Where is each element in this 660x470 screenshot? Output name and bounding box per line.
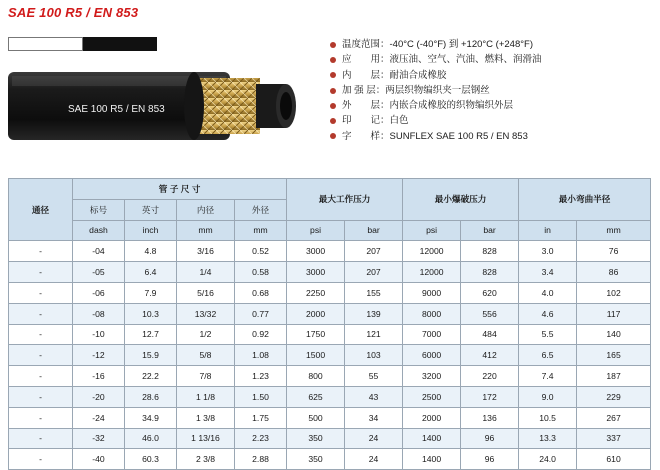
- cell-dash: -12: [73, 345, 125, 366]
- cell-burst-psi: 7000: [403, 324, 461, 345]
- cell-burst-bar: 96: [461, 428, 519, 449]
- cell-burst-psi: 2000: [403, 407, 461, 428]
- spec-value: -40°C (-40°F) 到 +120°C (+248°F): [389, 39, 534, 50]
- cell-inch: 12.7: [125, 324, 177, 345]
- cell-bend-in: 6.5: [519, 345, 577, 366]
- unit-mm: mm: [577, 220, 651, 241]
- header-max-work-pressure: 最大工作压力: [287, 179, 403, 221]
- cell-dash: -05: [73, 262, 125, 283]
- cell-work-psi: 3000: [287, 241, 345, 262]
- cell-dash: -32: [73, 428, 125, 449]
- cell-inner-diameter: 1/2: [177, 324, 235, 345]
- spec-label: 外 层：: [342, 100, 390, 112]
- cell-inch: 28.6: [125, 386, 177, 407]
- cell-work-bar: 207: [345, 262, 403, 283]
- bullet-icon: [330, 103, 336, 109]
- cell-bend-in: 3.0: [519, 241, 577, 262]
- bullet-icon: [330, 133, 336, 139]
- cell-work-bar: 139: [345, 303, 403, 324]
- cell-burst-psi: 9000: [403, 282, 461, 303]
- cell-bend-mm: 102: [577, 282, 651, 303]
- spec-value: 液压油、空气、汽油、燃料、润滑油: [389, 54, 542, 66]
- bullet-icon: [330, 57, 336, 63]
- cell-tongjing: -: [9, 366, 73, 387]
- unit-mm: mm: [235, 220, 287, 241]
- cell-work-bar: 24: [345, 428, 403, 449]
- cell-work-psi: 2000: [287, 303, 345, 324]
- spec-value: 白色: [389, 115, 409, 127]
- cell-tongjing: -: [9, 386, 73, 407]
- cell-dash: -20: [73, 386, 125, 407]
- cell-burst-psi: 12000: [403, 262, 461, 283]
- cell-outer-diameter: 1.75: [235, 407, 287, 428]
- cell-work-bar: 24: [345, 449, 403, 470]
- cell-work-psi: 350: [287, 428, 345, 449]
- cell-burst-bar: 556: [461, 303, 519, 324]
- cell-bend-mm: 86: [577, 262, 651, 283]
- cell-work-psi: 1500: [287, 345, 345, 366]
- cell-inch: 7.9: [125, 282, 177, 303]
- spec-application: [330, 52, 542, 67]
- spec-label: 字 样：: [342, 130, 390, 142]
- cell-burst-bar: 620: [461, 282, 519, 303]
- cell-inch: 46.0: [125, 428, 177, 449]
- cell-bend-mm: 229: [577, 386, 651, 407]
- cell-bend-in: 13.3: [519, 428, 577, 449]
- cell-work-bar: 155: [345, 282, 403, 303]
- cell-outer-diameter: 2.88: [235, 449, 287, 470]
- cell-work-bar: 34: [345, 407, 403, 428]
- cell-inner-diameter: 7/8: [177, 366, 235, 387]
- spec-value: SUNFLEX SAE 100 R5 / EN 853: [389, 130, 528, 142]
- cell-outer-diameter: 0.58: [235, 262, 287, 283]
- table-row: [9, 324, 651, 345]
- cell-bend-mm: 267: [577, 407, 651, 428]
- cell-work-bar: 55: [345, 366, 403, 387]
- spec-inner-layer: [330, 68, 542, 83]
- cell-dash: -10: [73, 324, 125, 345]
- cell-outer-diameter: 1.23: [235, 366, 287, 387]
- cell-burst-psi: 1400: [403, 449, 461, 470]
- cell-bend-in: 7.4: [519, 366, 577, 387]
- cell-inner-diameter: 5/16: [177, 282, 235, 303]
- cell-bend-in: 4.0: [519, 282, 577, 303]
- header-biaohao: 标号: [73, 199, 125, 220]
- cell-work-psi: 2250: [287, 282, 345, 303]
- table-row: [9, 366, 651, 387]
- cell-bend-mm: 610: [577, 449, 651, 470]
- cell-tongjing: -: [9, 303, 73, 324]
- cell-inner-diameter: 1/4: [177, 262, 235, 283]
- spec-label: 印 记：: [342, 115, 390, 127]
- spec-value: 两层织物编织夹一层钢丝: [385, 84, 490, 96]
- cell-inner-diameter: 3/16: [177, 241, 235, 262]
- cell-dash: -16: [73, 366, 125, 387]
- table-row: [9, 303, 651, 324]
- cell-dash: -24: [73, 407, 125, 428]
- spec-lettering: [330, 129, 542, 144]
- cell-dash: -06: [73, 282, 125, 303]
- cell-outer-diameter: 2.23: [235, 428, 287, 449]
- cell-inch: 22.2: [125, 366, 177, 387]
- bullet-icon: [330, 42, 336, 48]
- cell-work-bar: 121: [345, 324, 403, 345]
- table-row: [9, 449, 651, 470]
- cell-dash: -08: [73, 303, 125, 324]
- spec-label: 温度范围：: [342, 39, 390, 50]
- cell-dash: -04: [73, 241, 125, 262]
- cell-inch: 15.9: [125, 345, 177, 366]
- table-row: [9, 262, 651, 283]
- cell-bend-mm: 140: [577, 324, 651, 345]
- header-waijing: 外径: [235, 199, 287, 220]
- cell-burst-psi: 8000: [403, 303, 461, 324]
- spec-value: 内嵌合成橡胶的织物编织外层: [389, 100, 514, 112]
- cell-bend-in: 9.0: [519, 386, 577, 407]
- cell-burst-bar: 220: [461, 366, 519, 387]
- cell-tongjing: -: [9, 282, 73, 303]
- spec-temperature: [330, 37, 542, 52]
- bullet-icon: [330, 88, 336, 94]
- cell-outer-diameter: 1.08: [235, 345, 287, 366]
- cell-inch: 60.3: [125, 449, 177, 470]
- cell-tongjing: -: [9, 407, 73, 428]
- cell-bend-mm: 165: [577, 345, 651, 366]
- cell-burst-psi: 12000: [403, 241, 461, 262]
- unit-in: in: [519, 220, 577, 241]
- spec-list: [330, 37, 542, 144]
- cell-tongjing: -: [9, 428, 73, 449]
- table-row: [9, 386, 651, 407]
- cell-inner-diameter: 13/32: [177, 303, 235, 324]
- bullet-icon: [330, 72, 336, 78]
- table-row: [9, 428, 651, 449]
- unit-inch: inch: [125, 220, 177, 241]
- cell-inch: 6.4: [125, 262, 177, 283]
- cell-bend-mm: 76: [577, 241, 651, 262]
- specification-table: [8, 178, 651, 470]
- cell-work-psi: 1750: [287, 324, 345, 345]
- cell-inner-diameter: 1 1/8: [177, 386, 235, 407]
- cell-inner-diameter: 1 3/8: [177, 407, 235, 428]
- cell-work-bar: 43: [345, 386, 403, 407]
- cell-work-bar: 207: [345, 241, 403, 262]
- header-neijing: 内径: [177, 199, 235, 220]
- cell-tongjing: -: [9, 324, 73, 345]
- cell-bend-mm: 187: [577, 366, 651, 387]
- color-swatch-black: [83, 37, 157, 51]
- cell-outer-diameter: 1.50: [235, 386, 287, 407]
- hose-illustration: [8, 58, 308, 158]
- cell-burst-psi: 1400: [403, 428, 461, 449]
- cell-bend-in: 5.5: [519, 324, 577, 345]
- page-title: SAE 100 R5 / EN 853: [8, 5, 139, 20]
- unit-bar: bar: [461, 220, 519, 241]
- cell-burst-psi: 2500: [403, 386, 461, 407]
- cell-bend-mm: 337: [577, 428, 651, 449]
- unit-dash: dash: [73, 220, 125, 241]
- unit-mm: mm: [177, 220, 235, 241]
- bullet-icon: [330, 118, 336, 124]
- cell-inch: 10.3: [125, 303, 177, 324]
- cell-tongjing: -: [9, 345, 73, 366]
- table-row: [9, 345, 651, 366]
- cell-bend-in: 4.6: [519, 303, 577, 324]
- header-min-burst-pressure: 最小爆破压力: [403, 179, 519, 221]
- cell-work-psi: 800: [287, 366, 345, 387]
- cell-bend-in: 24.0: [519, 449, 577, 470]
- cell-work-psi: 350: [287, 449, 345, 470]
- cell-work-bar: 103: [345, 345, 403, 366]
- cell-outer-diameter: 0.68: [235, 282, 287, 303]
- cell-outer-diameter: 0.77: [235, 303, 287, 324]
- spec-marking: [330, 113, 542, 128]
- cell-burst-bar: 828: [461, 241, 519, 262]
- cell-tongjing: -: [9, 449, 73, 470]
- table-row: [9, 407, 651, 428]
- cell-dash: -40: [73, 449, 125, 470]
- spec-reinforcement: [330, 83, 542, 98]
- header-min-bend-radius: 最小弯曲半径: [519, 179, 651, 221]
- cell-burst-bar: 828: [461, 262, 519, 283]
- cell-inner-diameter: 5/8: [177, 345, 235, 366]
- cell-bend-in: 10.5: [519, 407, 577, 428]
- cell-burst-bar: 96: [461, 449, 519, 470]
- cell-bend-mm: 117: [577, 303, 651, 324]
- cell-inch: 34.9: [125, 407, 177, 428]
- cell-tongjing: -: [9, 241, 73, 262]
- hose-print-label: SAE 100 R5 / EN 853: [68, 104, 165, 115]
- cell-inch: 4.8: [125, 241, 177, 262]
- cell-burst-bar: 172: [461, 386, 519, 407]
- spec-label: 应 用：: [342, 54, 390, 66]
- header-yingcun: 英寸: [125, 199, 177, 220]
- cell-work-psi: 3000: [287, 262, 345, 283]
- spec-label: 加 强 层：: [342, 84, 386, 96]
- cell-burst-psi: 6000: [403, 345, 461, 366]
- color-swatch-white: [8, 37, 83, 51]
- cell-bend-in: 3.4: [519, 262, 577, 283]
- header-tongjing: 通径: [9, 179, 73, 241]
- cell-inner-diameter: 2 3/8: [177, 449, 235, 470]
- cell-work-psi: 625: [287, 386, 345, 407]
- cell-outer-diameter: 0.92: [235, 324, 287, 345]
- cell-work-psi: 500: [287, 407, 345, 428]
- unit-psi: psi: [287, 220, 345, 241]
- spec-label: 内 层：: [342, 69, 390, 81]
- spec-outer-layer: [330, 98, 542, 113]
- header-size-group: 管 子 尺 寸: [73, 179, 287, 200]
- unit-psi: psi: [403, 220, 461, 241]
- table-body: [9, 241, 651, 470]
- cell-burst-bar: 412: [461, 345, 519, 366]
- cell-outer-diameter: 0.52: [235, 241, 287, 262]
- cell-inner-diameter: 1 13/16: [177, 428, 235, 449]
- cell-burst-psi: 3200: [403, 366, 461, 387]
- spec-value: 耐油合成橡胶: [389, 69, 447, 81]
- cell-burst-bar: 136: [461, 407, 519, 428]
- cell-tongjing: -: [9, 262, 73, 283]
- unit-bar: bar: [345, 220, 403, 241]
- cell-burst-bar: 484: [461, 324, 519, 345]
- table-row: [9, 282, 651, 303]
- table-row: [9, 241, 651, 262]
